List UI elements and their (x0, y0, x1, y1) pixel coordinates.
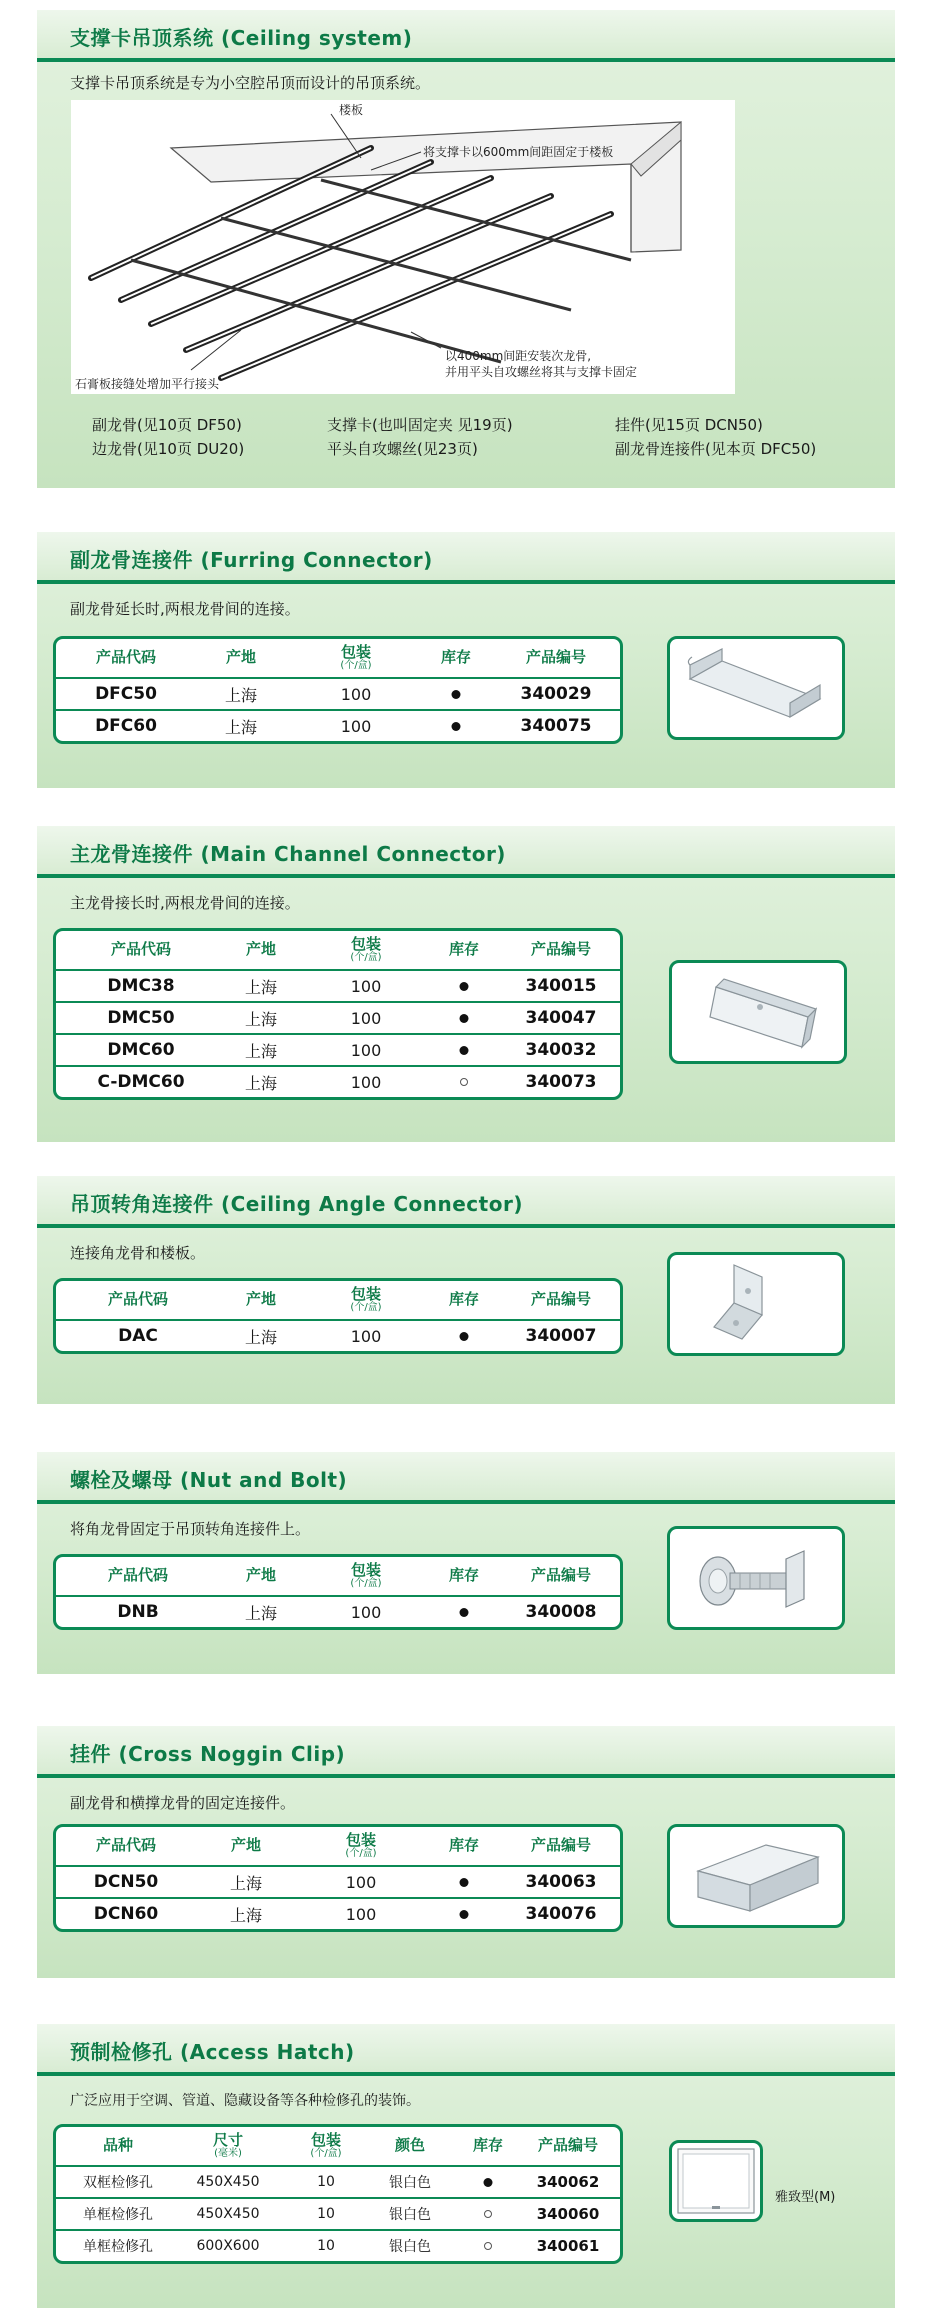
product-table (53, 1824, 623, 1932)
header-size (213, 2127, 243, 2165)
hatch-image-label: 雅致型(M) (775, 2190, 836, 2205)
spacing-note-label-1: 以400mm间距安装次龙骨, (445, 349, 592, 363)
table-row (56, 709, 620, 741)
header-number: 产品编号 (530, 1290, 592, 1309)
table-row (56, 2165, 620, 2197)
product-origin: 上海 (244, 977, 278, 997)
joint-note-label: 石膏板接缝处增加平行接头 (75, 377, 220, 391)
header-code: 产品代码 (107, 1290, 169, 1309)
product-pack: 100 (345, 1904, 377, 1924)
table-row (56, 1065, 620, 1097)
stock-indicator (460, 1035, 469, 1065)
furring-connector-panel (37, 532, 895, 788)
table-row (56, 1001, 620, 1033)
product-color: 银白色 (389, 2207, 431, 2223)
cross-noggin-clip-photo (667, 1824, 845, 1928)
product-pack: 100 (350, 1602, 382, 1622)
product-code: DNB (117, 1602, 159, 1622)
stock-indicator (460, 1867, 469, 1897)
product-number: 340029 (520, 684, 592, 704)
product-number: 340076 (525, 1904, 597, 1924)
header-pack-unit: (个/盒) (310, 2147, 342, 2159)
nut-bolt-icon (670, 1529, 842, 1627)
product-pack: 100 (340, 684, 372, 704)
header-origin: 产地 (230, 1836, 262, 1855)
header-pack-unit: (个/盒) (350, 1301, 382, 1313)
product-pack: 100 (350, 1072, 382, 1092)
panel-header (37, 2024, 895, 2076)
product-number: 340032 (525, 1040, 597, 1060)
product-color: 银白色 (389, 2239, 431, 2255)
product-origin: 上海 (244, 1009, 278, 1029)
in-stock-dot-icon (484, 2178, 493, 2187)
header-pack (310, 2127, 341, 2165)
nut-bolt-photo (667, 1526, 845, 1630)
product-origin: 上海 (229, 1905, 263, 1925)
product-code: C-DMC60 (97, 1072, 185, 1092)
product-number: 340007 (525, 1326, 597, 1346)
main-channel-connector-panel (37, 826, 895, 1142)
product-number: 340008 (525, 1602, 597, 1622)
product-pack: 100 (340, 716, 372, 736)
access-hatch-icon (672, 2143, 760, 2219)
header-pack (345, 1827, 376, 1865)
cross-noggin-clip-icon (670, 1827, 842, 1925)
spacing-note-label-2: 并用平头自攻螺丝将其与支撑卡固定 (445, 365, 638, 379)
header-pack-label: 包装 (350, 1284, 382, 1303)
header-pack-unit: (个/盒) (340, 659, 372, 671)
panel-header (37, 10, 895, 62)
product-origin: 上海 (244, 1073, 278, 1093)
stock-indicator (484, 2199, 492, 2229)
product-code: DCN50 (93, 1872, 159, 1892)
ceiling-diagram (71, 100, 735, 394)
product-color: 银白色 (389, 2175, 431, 2191)
section-description: 将角龙骨固定于吊顶转角连接件上。 (70, 1520, 311, 1538)
note-item: 副龙骨(见10页 DF50) (92, 416, 242, 434)
section-description: 副龙骨和横撑龙骨的固定连接件。 (70, 1794, 296, 1812)
product-kind: 双框检修孔 (83, 2175, 153, 2191)
product-size: 450X450 (196, 2206, 260, 2222)
main-channel-connector-photo (669, 960, 847, 1064)
product-number: 340073 (525, 1072, 597, 1092)
header-pack (350, 1557, 381, 1595)
table-header (56, 1827, 620, 1865)
header-pack-label: 包装 (350, 934, 382, 953)
table-row (56, 2229, 620, 2261)
header-code: 产品代码 (95, 1836, 157, 1855)
section-description: 副龙骨延长时,两根龙骨间的连接。 (70, 600, 300, 618)
header-pack-unit: (个/盒) (350, 951, 382, 963)
ceiling-system-panel (37, 10, 895, 488)
panel-header (37, 1726, 895, 1778)
table-header (56, 1281, 620, 1319)
fix-note-label: 将支撑卡以600mm间距固定于楼板 (423, 145, 614, 159)
ceiling-diagram-drawing (71, 100, 735, 394)
product-number: 340015 (525, 976, 597, 996)
product-table (53, 1554, 623, 1630)
section-title: 螺栓及螺母 (Nut and Bolt) (70, 1468, 348, 1492)
product-pack: 100 (350, 976, 382, 996)
section-description: 连接角龙骨和楼板。 (70, 1244, 206, 1262)
header-number: 产品编号 (530, 940, 592, 959)
access-hatch-panel (37, 2024, 895, 2308)
header-number: 产品编号 (530, 1836, 592, 1855)
slab-label: 楼板 (339, 103, 364, 117)
furring-connector-icon (670, 639, 842, 737)
product-number: 340047 (525, 1008, 597, 1028)
furring-connector-photo (667, 636, 845, 740)
panel-header (37, 826, 895, 878)
header-size-unit: (毫米) (214, 2147, 242, 2159)
stock-indicator (460, 1067, 468, 1097)
product-table (53, 928, 623, 1100)
angle-connector-icon (670, 1255, 842, 1353)
header-code: 产品代码 (107, 1566, 169, 1585)
note-item: 支撑卡(也叫固定夹 见19页) (327, 416, 513, 434)
product-origin: 上海 (224, 685, 258, 705)
header-pack-unit: (个/盒) (350, 1577, 382, 1589)
header-pack (340, 639, 371, 677)
product-pack: 10 (317, 2206, 335, 2222)
header-stock: 库存 (440, 648, 472, 667)
in-stock-dot-icon (452, 722, 461, 731)
in-stock-dot-icon (460, 1608, 469, 1617)
product-code: DMC38 (107, 976, 175, 996)
in-stock-dot-icon (460, 982, 469, 991)
nut-bolt-panel (37, 1452, 895, 1674)
header-pack-label: 包装 (340, 642, 372, 661)
note-item: 挂件(见15页 DCN50) (615, 416, 763, 434)
table-header (56, 1557, 620, 1595)
header-pack-label: 包装 (350, 1560, 382, 1579)
product-code: DMC60 (107, 1040, 175, 1060)
table-header (56, 2127, 620, 2165)
in-stock-dot-icon (460, 1014, 469, 1023)
section-title: 吊顶转角连接件 (Ceiling Angle Connector) (70, 1192, 523, 1216)
stock-indicator (460, 1597, 469, 1627)
panel-header (37, 1176, 895, 1228)
on-order-dot-icon (460, 1078, 468, 1086)
section-title: 支撑卡吊顶系统 (Ceiling system) (70, 26, 413, 50)
cross-noggin-clip-panel (37, 1726, 895, 1978)
section-description: 广泛应用于空调、管道、隐藏设备等各种检修孔的装饰。 (70, 2093, 420, 2109)
stock-indicator (452, 711, 461, 741)
on-order-dot-icon (484, 2210, 492, 2218)
table-row (56, 969, 620, 1001)
table-row (56, 2197, 620, 2229)
access-hatch-photo (669, 2140, 763, 2222)
product-pack: 10 (317, 2174, 335, 2190)
table-row (56, 677, 620, 709)
header-stock: 库存 (448, 1836, 480, 1855)
product-pack: 100 (350, 1326, 382, 1346)
panel-header (37, 1452, 895, 1504)
stock-indicator (460, 1899, 469, 1929)
product-origin: 上海 (244, 1327, 278, 1347)
product-pack: 100 (345, 1872, 377, 1892)
product-number: 340062 (536, 2173, 600, 2191)
header-pack (350, 931, 381, 969)
product-origin: 上海 (244, 1041, 278, 1061)
header-pack-label: 包装 (345, 1830, 377, 1849)
header-stock: 库存 (448, 940, 480, 959)
stock-indicator (452, 679, 461, 709)
product-code: DMC50 (107, 1008, 175, 1028)
section-title: 挂件 (Cross Noggin Clip) (70, 1742, 346, 1766)
in-stock-dot-icon (460, 1332, 469, 1341)
table-header (56, 931, 620, 969)
product-size: 450X450 (196, 2174, 260, 2190)
section-title: 副龙骨连接件 (Furring Connector) (70, 548, 433, 572)
product-size: 600X600 (196, 2238, 260, 2254)
product-table (53, 636, 623, 744)
product-kind: 单框检修孔 (83, 2207, 153, 2223)
section-description: 主龙骨接长时,两根龙骨间的连接。 (70, 894, 300, 912)
product-code: DFC50 (95, 684, 157, 704)
panel-header (37, 532, 895, 584)
header-stock: 库存 (448, 1566, 480, 1585)
section-title: 预制检修孔 (Access Hatch) (70, 2040, 355, 2064)
product-pack: 100 (350, 1008, 382, 1028)
product-pack: 100 (350, 1040, 382, 1060)
stock-indicator (484, 2231, 492, 2261)
stock-indicator (460, 1321, 469, 1351)
note-item: 平头自攻螺丝(见23页) (327, 440, 478, 458)
header-kind: 品种 (102, 2136, 134, 2155)
header-origin: 产地 (245, 1290, 277, 1309)
stock-indicator (460, 1003, 469, 1033)
note-item: 边龙骨(见10页 DU20) (92, 440, 245, 458)
table-row (56, 1897, 620, 1929)
product-number: 340060 (536, 2205, 600, 2223)
header-origin: 产地 (245, 1566, 277, 1585)
in-stock-dot-icon (452, 690, 461, 699)
product-number: 340063 (525, 1872, 597, 1892)
table-row (56, 1595, 620, 1627)
header-number: 产品编号 (525, 648, 587, 667)
table-row (56, 1319, 620, 1351)
header-color: 颜色 (394, 2136, 426, 2155)
header-code: 产品代码 (95, 648, 157, 667)
header-number: 产品编号 (537, 2136, 599, 2155)
header-pack-label: 包装 (310, 2130, 342, 2149)
table-header (56, 639, 620, 677)
product-pack: 10 (317, 2238, 335, 2254)
main-channel-connector-icon (672, 963, 844, 1061)
table-row (56, 1865, 620, 1897)
product-origin: 上海 (224, 717, 258, 737)
header-stock: 库存 (472, 2136, 504, 2155)
header-origin: 产地 (245, 940, 277, 959)
header-code: 产品代码 (110, 940, 172, 959)
header-origin: 产地 (225, 648, 257, 667)
header-number: 产品编号 (530, 1566, 592, 1585)
header-pack-unit: (个/盒) (345, 1847, 377, 1859)
product-kind: 单框检修孔 (83, 2239, 153, 2255)
header-pack (350, 1281, 381, 1319)
product-table (53, 2124, 623, 2264)
note-item: 副龙骨连接件(见本页 DFC50) (615, 440, 817, 458)
in-stock-dot-icon (460, 1878, 469, 1887)
header-size-label: 尺寸 (212, 2130, 244, 2149)
header-stock: 库存 (448, 1290, 480, 1309)
product-origin: 上海 (244, 1603, 278, 1623)
in-stock-dot-icon (460, 1046, 469, 1055)
table-row (56, 1033, 620, 1065)
angle-connector-photo (667, 1252, 845, 1356)
section-description: 支撑卡吊顶系统是专为小空腔吊顶而设计的吊顶系统。 (70, 74, 431, 92)
in-stock-dot-icon (460, 1910, 469, 1919)
product-table (53, 1278, 623, 1354)
product-number: 340061 (536, 2237, 600, 2255)
product-code: DAC (118, 1326, 158, 1346)
ceiling-angle-connector-panel (37, 1176, 895, 1404)
product-code: DCN60 (93, 1904, 159, 1924)
stock-indicator (484, 2167, 493, 2197)
stock-indicator (460, 971, 469, 1001)
section-title: 主龙骨连接件 (Main Channel Connector) (70, 842, 506, 866)
product-origin: 上海 (229, 1873, 263, 1893)
on-order-dot-icon (484, 2242, 492, 2250)
product-code: DFC60 (95, 716, 157, 736)
product-number: 340075 (520, 716, 592, 736)
